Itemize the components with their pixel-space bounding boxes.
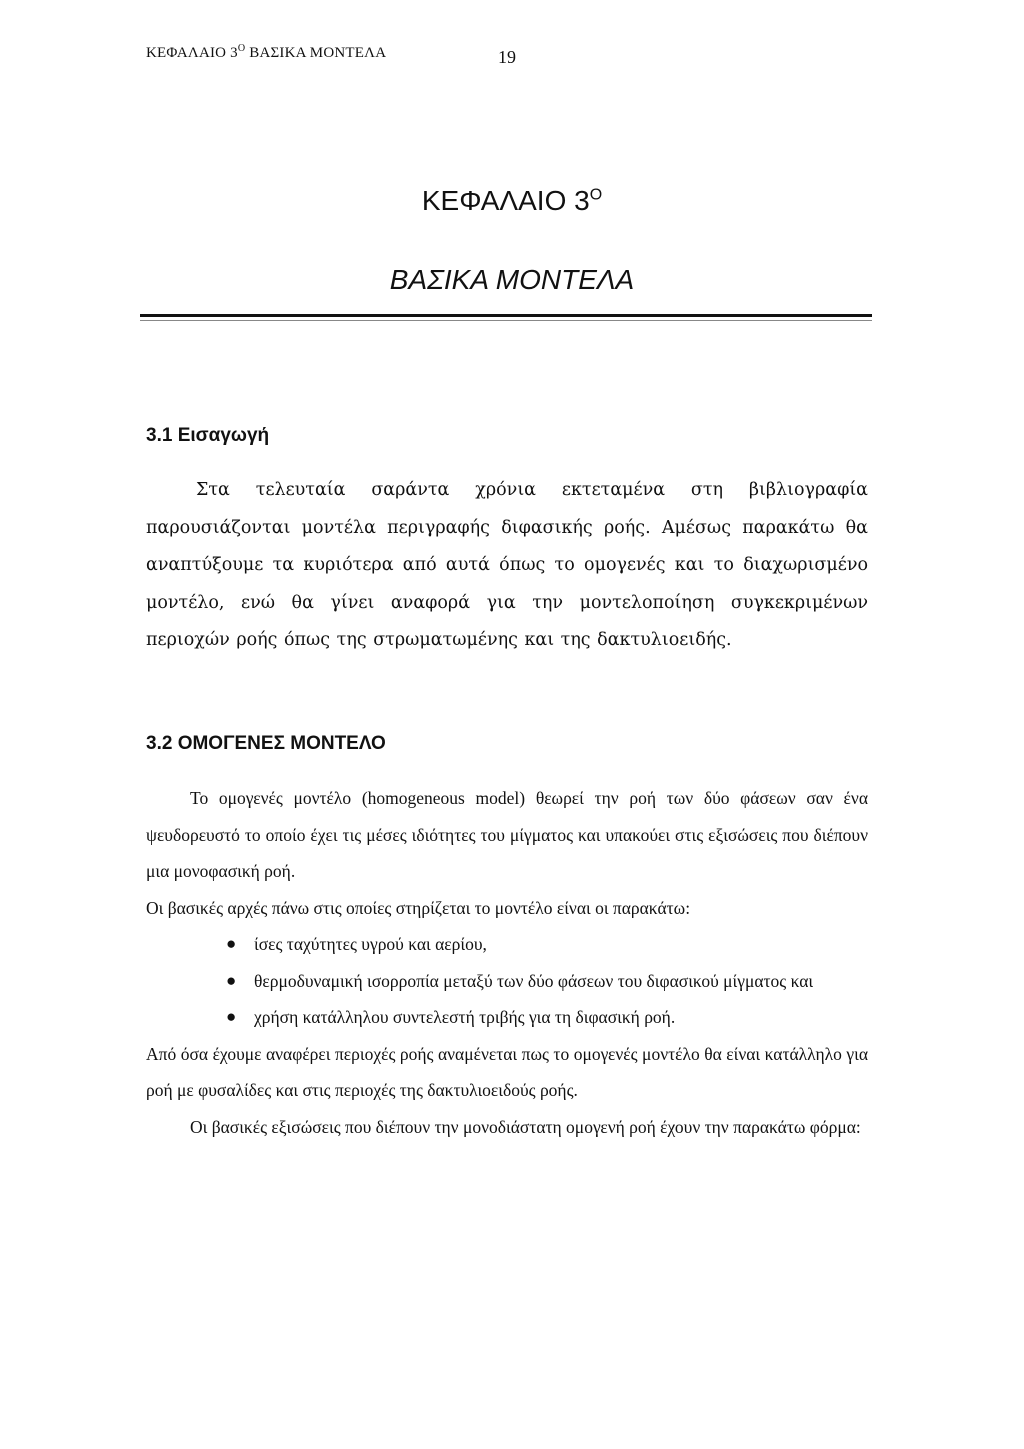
running-header-title: ΚΕΦΑΛΑΙΟ 3 xyxy=(146,45,238,61)
list-item-text: θερμοδυναμική ισορροπία μεταξύ των δύο φάσεων του διφασικού μίγματος και xyxy=(254,970,814,991)
running-header-title-rest: ΒΑΣΙΚΑ ΜΟΝΤΕΛΑ xyxy=(245,45,387,61)
chapter-title-text: ΚΕΦΑΛΑΙΟ 3 xyxy=(421,185,590,216)
chapter-title xyxy=(0,185,1024,217)
list-item xyxy=(146,926,868,963)
chapter-title-superscript: Ο xyxy=(589,186,603,204)
chapter-subtitle: ΒΑΣΙΚΑ ΜΟΝΤΕΛΑ xyxy=(389,264,635,295)
running-header-superscript: Ο xyxy=(237,43,246,54)
list-item xyxy=(146,999,868,1036)
body-paragraph: Από όσα έχουμε αναφέρει περιοχές ροής αναμένεται πως το ομογενές μοντέλο θα είναι κατάλληλο για ροή με φυσαλίδες και στις περιοχές της δακτυλιοειδούς ροής. xyxy=(146,1043,868,1100)
bullet-icon: ● xyxy=(226,934,237,953)
page-number: 19 xyxy=(498,47,516,67)
body-paragraph: Οι βασικές εξισώσεις που διέπουν την μονοδιάστατη ομογενή ροή έχουν την παρακάτω φόρμα: xyxy=(190,1116,861,1137)
introduction-paragraph: Στα τελευταία σαράντα χρόνια εκτεταμένα στη βιβλιογραφία παρουσιάζονται μοντέλα περιγραφής διφασικής ροής. Αμέσως παρακάτω θα αναπτύξουμε τα κυριότερα από αυτά όπως το ομογενές και το διαχωρισμένο μοντέλο, ενώ θα γίνει αναφορά για την μοντελοποίηση συγκεκριμένων περιοχών ροής όπως της στρωματωμένης και της δακτυλιοειδής. xyxy=(146,480,868,650)
title-divider-underline xyxy=(140,320,872,321)
title-divider xyxy=(140,314,872,317)
list-item-text: χρήση κατάλληλου συντελεστή τριβής για τη διφασική ροή. xyxy=(254,1007,676,1027)
body-paragraph: Το ομογενές μοντέλο (homogeneous model) θεωρεί την ροή των δύο φάσεων σαν ένα ψευδορευστό το οποίο έχει τις μέσες ιδιότητες του μίγματος και υπακούει στις εξισώσεις που διέπουν μια μονοφασική ροή. xyxy=(146,788,868,881)
bullet-icon: ● xyxy=(226,970,237,990)
assumptions-list xyxy=(146,926,868,1036)
list-item xyxy=(146,963,868,1000)
list-item-text: ίσες ταχύτητες υγρού και αερίου, xyxy=(254,934,487,954)
bullet-icon: ● xyxy=(226,1007,237,1026)
homogeneous-model-body xyxy=(146,780,868,1145)
running-header xyxy=(146,43,386,62)
body-paragraph: Οι βασικές αρχές πάνω στις οποίες στηρίζεται το μοντέλο είναι οι παρακάτω: xyxy=(146,897,691,918)
section-heading-introduction: 3.1 Εισαγωγή xyxy=(146,425,270,446)
section-heading-homogeneous-model: 3.2 ΟΜΟΓΕΝΕΣ ΜΟΝΤΕΛΟ xyxy=(146,733,386,754)
